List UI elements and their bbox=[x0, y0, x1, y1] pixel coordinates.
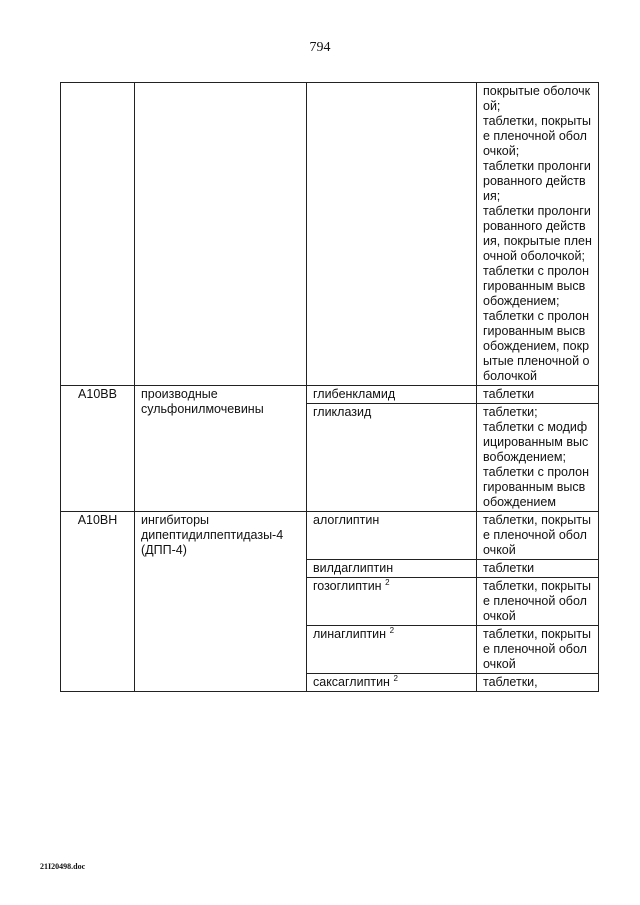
drug-name: линаглиптин bbox=[313, 627, 387, 641]
dosage-form-cell: покрытые оболочкой; таблетки, покрытые пленочной оболочкой; таблетки пролонгированного действия; таблетки пролонгированного действия, покрытые пленочной оболочкой; таблетки с пролонгированным высвобождением; таблетки с пролонгированным высвобождением, покрытые пленочной оболочкой bbox=[477, 83, 599, 386]
table-row-continuation bbox=[61, 83, 599, 386]
drug-name-cell: гликлазид bbox=[307, 404, 477, 512]
atc-code-cell bbox=[61, 83, 135, 386]
footnote-marker: 2 bbox=[385, 577, 390, 587]
drug-name-cell bbox=[307, 560, 477, 578]
group-cell: производные сульфонилмочевины bbox=[135, 386, 307, 512]
drug-name-cell bbox=[307, 512, 477, 560]
drug-name: гозоглиптин bbox=[313, 579, 382, 593]
dosage-form-cell: таблетки bbox=[477, 560, 599, 578]
drug-name-cell bbox=[307, 626, 477, 674]
atc-code-cell: A10BH bbox=[61, 512, 135, 692]
table-row-a10bb-1 bbox=[61, 386, 599, 404]
dosage-form-cell: таблетки; таблетки с модифицированным высвобождением; таблетки с пролонгированным высвобождением bbox=[477, 404, 599, 512]
page-number: 794 bbox=[309, 40, 331, 55]
dosage-form-cell: таблетки, покрытые пленочной оболочкой bbox=[477, 512, 599, 560]
drug-name-cell bbox=[307, 674, 477, 692]
dosage-form-cell: таблетки, покрытые пленочной оболочкой bbox=[477, 626, 599, 674]
footnote-marker: 2 bbox=[393, 673, 398, 683]
drug-name-cell: глибенкламид bbox=[307, 386, 477, 404]
drug-name-cell bbox=[307, 578, 477, 626]
table-row-a10bh-1 bbox=[61, 512, 599, 560]
drug-name-cell bbox=[307, 83, 477, 386]
drug-name: вилдаглиптин bbox=[313, 561, 394, 575]
drug-name: саксаглиптин bbox=[313, 675, 390, 689]
document-filename: 21I20498.doc bbox=[40, 862, 86, 871]
dosage-form-cell: таблетки, покрытые пленочной оболочкой bbox=[477, 578, 599, 626]
dosage-form-cell: таблетки bbox=[477, 386, 599, 404]
drug-name: алоглиптин bbox=[313, 513, 380, 527]
dosage-form-cell: таблетки, bbox=[477, 674, 599, 692]
footnote-marker: 2 bbox=[389, 625, 395, 635]
drug-table bbox=[60, 82, 599, 692]
group-cell bbox=[135, 83, 307, 386]
group-cell: ингибиторы дипептидилпептидазы-4 (ДПП-4) bbox=[135, 512, 307, 692]
atc-code-cell: A10BB bbox=[61, 386, 135, 512]
